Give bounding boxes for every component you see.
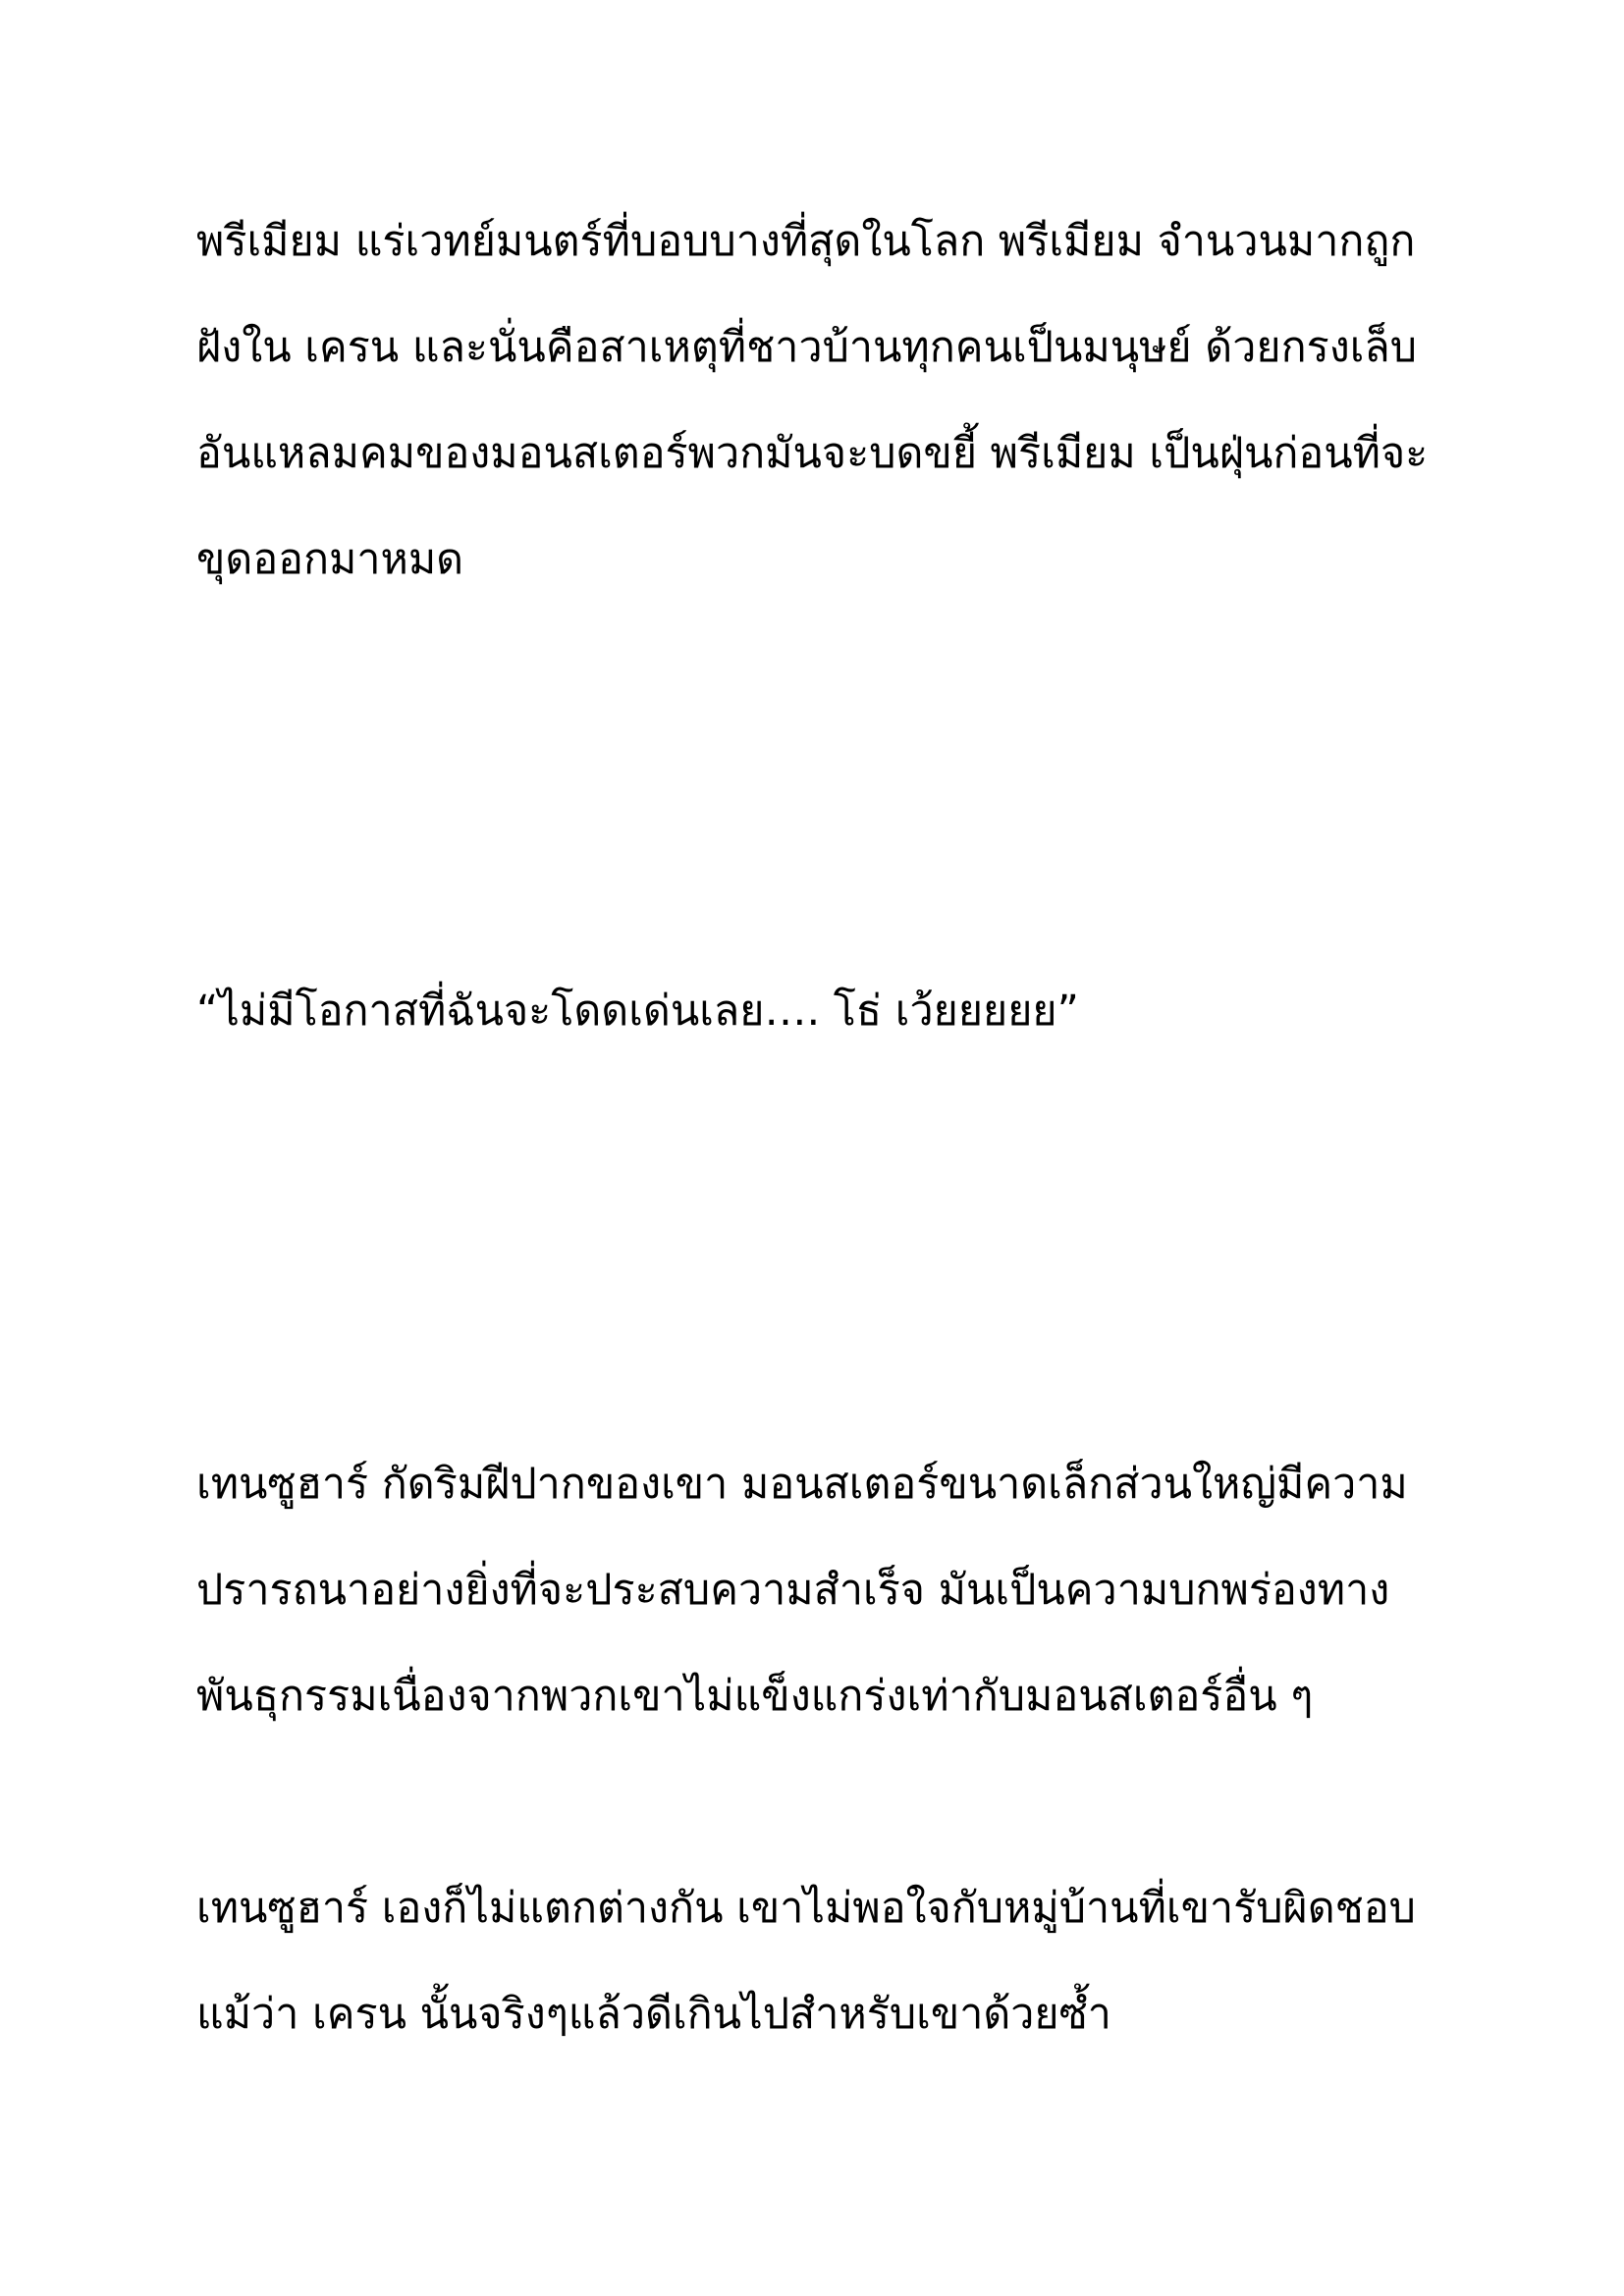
text-line: “ไม่มีโอกาสที่ฉันจะโดดเด่นเลย…. โธ่ เว้ยยยยย” — [196, 987, 1079, 1036]
text-line: ฝังใน เครน และนั่นคือสาเหตุที่ชาวบ้านทุกคนเป็นมนุษย์ ด้วยกรงเล็บ — [196, 323, 1418, 372]
text-line: พรีเมียม แร่เวทย์มนตร์ที่บอบบางที่สุดในโลก พรีเมียม จำนวนมากถูก — [196, 217, 1416, 266]
paragraph-village — [196, 1855, 1463, 2067]
text-line: เทนซูฮาร์ เองก็ไม่แตกต่างกัน เขาไม่พอใจกับหมู่บ้านที่เขารับผิดชอบ — [196, 1884, 1416, 1933]
paragraph-small-monsters — [196, 1431, 1463, 1749]
paragraph-premium-ore — [196, 188, 1463, 613]
text-line: ขุดออกมาหมด — [196, 535, 464, 584]
paragraph-dialogue — [196, 958, 1463, 1064]
text-line: แม้ว่า เครน นั้นจริงๆแล้วดีเกินไปสำหรับเขาด้วยซ้ำ — [196, 1990, 1111, 2039]
text-line: เทนซูฮาร์ กัดริมฝีปากของเขา มอนสเตอร์ขนาดเล็กส่วนใหญ่มีความ — [196, 1460, 1408, 1509]
text-line: ปรารถนาอย่างยิ่งที่จะประสบความสำเร็จ มันเป็นความบกพร่องทาง — [196, 1566, 1390, 1615]
text-line: อันแหลมคมของมอนสเตอร์พวกมันจะบดขยี้ พรีเมียม เป็นฝุ่นก่อนที่จะ — [196, 429, 1429, 478]
text-line: พันธุกรรมเนื่องจากพวกเขาไม่แข็งแกร่งเท่ากับมอนสเตอร์อื่น ๆ — [196, 1672, 1314, 1721]
